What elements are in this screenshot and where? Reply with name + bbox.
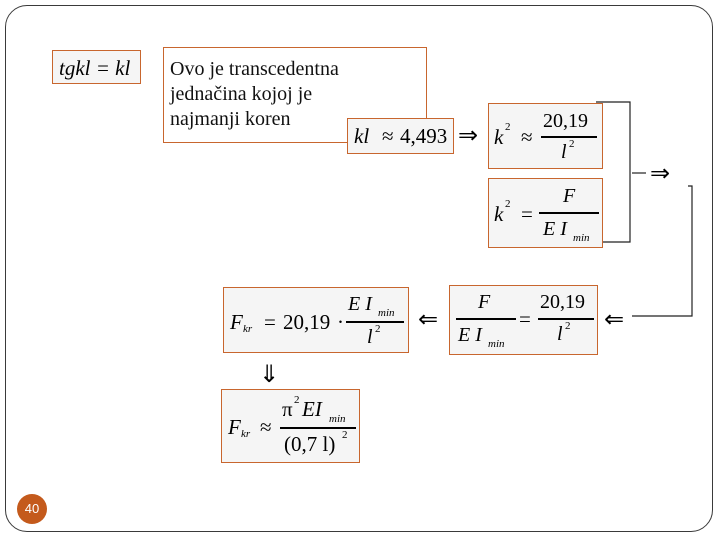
equality-rel: = (519, 307, 531, 331)
fkr-approx-den: (0,7 l) (284, 432, 336, 456)
equality-fracbar1 (456, 318, 516, 320)
equality-num1: F (478, 291, 491, 313)
page-number-badge: 40 (17, 494, 47, 524)
fkr-approx-lhs: F (228, 415, 241, 439)
k2-def-box (488, 178, 603, 248)
fkr-box (223, 287, 409, 353)
fkr-lhs: F (230, 310, 243, 334)
fkr-approx-rel: ≈ (260, 415, 272, 439)
arrow-left-1: ⇐ (604, 305, 625, 333)
k2-def-den-sub: min (573, 232, 590, 244)
k2-approx-rel: ≈ (521, 125, 533, 149)
arrow-right-2: ⇒ (650, 159, 671, 187)
fkr-approx-pi: π (282, 397, 293, 421)
root-box (347, 118, 454, 154)
fkr-approx-num-var: EI (302, 397, 322, 421)
fkr-coef: 20,19 (283, 310, 331, 334)
arrow-left-2: ⇐ (418, 305, 439, 333)
k2-approx-exp: 2 (505, 121, 511, 133)
note-text: Ovo je transcedentna jednačina kojoj je najmanji koren (170, 58, 339, 130)
equality-den2-exp: 2 (565, 320, 571, 332)
equality-num2: 20,19 (540, 291, 585, 313)
fkr-approx-num-sub: min (329, 413, 346, 425)
arrow-down: ⇓ (259, 360, 280, 388)
fkr-rel: = (264, 310, 276, 334)
k2-def-num: F (563, 185, 576, 207)
fkr-approx-box (221, 389, 360, 463)
k2-approx-den-exp: 2 (569, 138, 575, 150)
k2-approx-lhs: k (494, 125, 504, 149)
equation-box-tgkl (52, 50, 141, 84)
equality-den1: E I (458, 324, 482, 346)
root-value: 4,493 (400, 124, 448, 148)
fkr-approx-num-exp: 2 (294, 394, 300, 406)
fkr-approx-den-exp: 2 (342, 429, 348, 441)
fkr-den: l (367, 326, 373, 348)
equality-box (449, 285, 598, 355)
k2-def-fracbar (539, 212, 599, 214)
equation-tgkl: tgkl = kl (59, 56, 131, 80)
fkr-num: E I (348, 293, 372, 315)
arrow-right-1: ⇒ (458, 121, 479, 149)
equality-den1-sub: min (488, 338, 505, 350)
fkr-num-sub: min (378, 307, 395, 319)
k2-def-exp: 2 (505, 198, 511, 210)
k2-def-rel: = (521, 202, 533, 226)
k2-def-den: E I (543, 218, 567, 240)
fkr-lhs-sub: kr (243, 323, 253, 335)
k2-def-lhs: k (494, 202, 504, 226)
fkr-den-exp: 2 (375, 323, 381, 335)
fkr-dot: · (337, 310, 344, 334)
k2-approx-num: 20,19 (543, 110, 588, 132)
k2-approx-box (488, 103, 603, 169)
root-rel: ≈ (382, 124, 394, 148)
root-lhs: kl (354, 124, 370, 148)
fkr-approx-lhs-sub: kr (241, 428, 251, 440)
equality-den2: l (557, 323, 563, 345)
k2-approx-den: l (561, 141, 567, 163)
